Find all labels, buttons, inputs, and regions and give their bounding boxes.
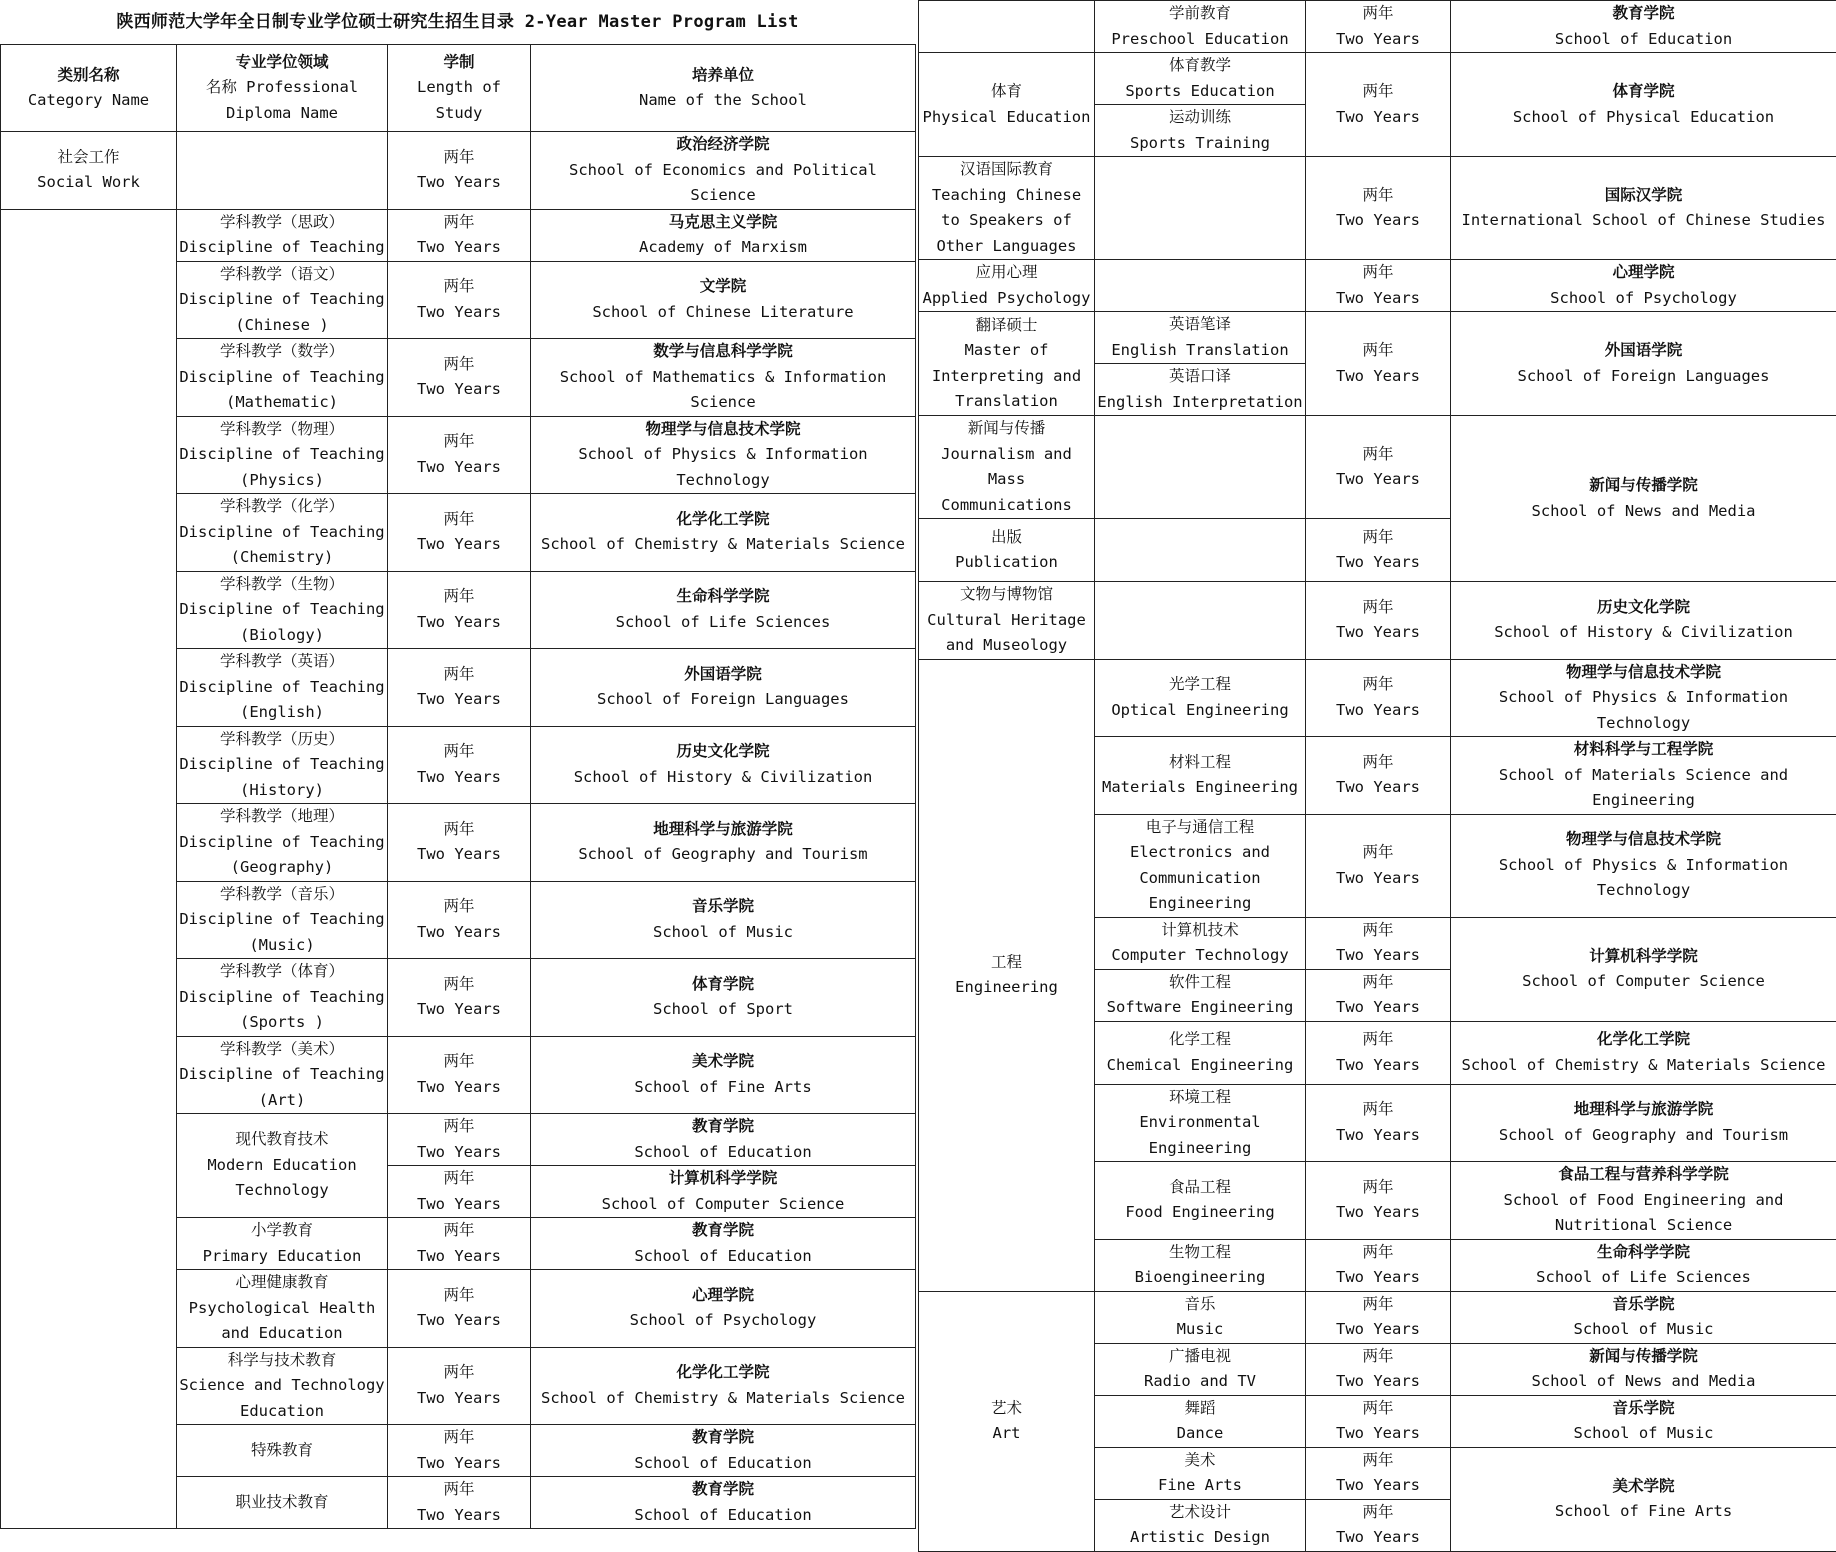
length-cell: 两年 Two Years	[1306, 969, 1451, 1021]
school-cell: 计算机科学学院 School of Computer Science	[531, 1166, 916, 1218]
field-cell: 艺术设计 Artistic Design	[1095, 1499, 1306, 1551]
length-cell: 两年 Two Years	[388, 571, 531, 649]
length-cell: 两年 Two Years	[388, 339, 531, 417]
length-cell: 两年 Two Years	[388, 1166, 531, 1218]
field-cell	[1095, 260, 1306, 312]
field-cell: 学科教学（数学） Discipline of Teaching (Mathematic)	[177, 339, 388, 417]
table-row	[919, 1291, 1836, 1343]
school-cell: 外国语学院 School of Foreign Languages	[1451, 312, 1836, 416]
field-cell: 学科教学（体育） Discipline of Teaching (Sports )	[177, 959, 388, 1037]
length-cell: 两年 Two Years	[388, 494, 531, 572]
field-cell: 广播电视 Radio and TV	[1095, 1343, 1306, 1395]
length-cell: 两年 Two Years	[388, 804, 531, 882]
program-table-right	[918, 0, 1836, 1552]
length-cell: 两年 Two Years	[1306, 1021, 1451, 1084]
school-cell: 外国语学院 School of Foreign Languages	[531, 649, 916, 727]
length-cell: 两年 Two Years	[388, 209, 531, 261]
category-cell: 汉语国际教育 Teaching Chinese to Speakers of Other Languages	[919, 157, 1095, 260]
header-category: 类别名称 Category Name	[1, 45, 177, 132]
length-cell: 两年 Two Years	[1306, 312, 1451, 416]
length-cell: 两年 Two Years	[388, 1347, 531, 1425]
field-cell: 学科教学（化学） Discipline of Teaching (Chemistry)	[177, 494, 388, 572]
length-cell: 两年 Two Years	[1306, 582, 1451, 660]
field-cell: 化学工程 Chemical Engineering	[1095, 1021, 1306, 1084]
field-cell: 学前教育 Preschool Education	[1095, 1, 1306, 53]
category-cell: 体育 Physical Education	[919, 53, 1095, 157]
length-cell: 两年 Two Years	[388, 132, 531, 210]
length-cell: 两年 Two Years	[1306, 519, 1451, 582]
table-row	[1, 132, 916, 210]
field-cell: 特殊教育	[177, 1425, 388, 1477]
field-cell: 现代教育技术 Modern Education Technology	[177, 1114, 388, 1218]
table-row	[919, 1, 1836, 53]
school-cell: 计算机科学学院 School of Computer Science	[1451, 917, 1836, 1021]
school-cell: 新闻与传播学院 School of News and Media	[1451, 1343, 1836, 1395]
length-cell: 两年 Two Years	[388, 881, 531, 959]
school-cell: 生命科学学院 School of Life Sciences	[531, 571, 916, 649]
field-cell: 学科教学（语文） Discipline of Teaching (Chinese )	[177, 261, 388, 339]
category-cell	[1, 209, 177, 1529]
length-cell: 两年 Two Years	[1306, 1499, 1451, 1551]
header-field: 专业学位领域 名称 Professional Diploma Name	[177, 45, 388, 132]
page-title: 陕西师范大学年全日制专业学位硕士研究生招生目录 2-Year Master Program List	[0, 0, 915, 44]
right-panel	[918, 0, 1836, 1552]
field-cell	[1095, 519, 1306, 582]
header-length: 学制 Length of Study	[388, 45, 531, 132]
length-cell: 两年 Two Years	[1306, 260, 1451, 312]
field-cell: 运动训练 Sports Training	[1095, 105, 1306, 157]
school-cell: 体育学院 School of Sport	[531, 959, 916, 1037]
field-cell: 学科教学（生物） Discipline of Teaching (Biology)	[177, 571, 388, 649]
program-table-left	[0, 44, 916, 1529]
school-cell: 新闻与传播学院 School of News and Media	[1451, 416, 1836, 582]
field-cell: 学科教学（地理） Discipline of Teaching (Geography)	[177, 804, 388, 882]
field-cell	[1095, 582, 1306, 660]
field-cell: 科学与技术教育 Science and Technology Education	[177, 1347, 388, 1425]
school-cell: 材料科学与工程学院 School of Materials Science and Engineering	[1451, 737, 1836, 815]
school-cell: 食品工程与营养科学学院 School of Food Engineering and Nutritional Science	[1451, 1162, 1836, 1240]
length-cell: 两年 Two Years	[388, 649, 531, 727]
table-row	[919, 157, 1836, 260]
school-cell: 音乐学院 School of Music	[1451, 1395, 1836, 1447]
field-cell: 学科教学（物理） Discipline of Teaching (Physics)	[177, 416, 388, 494]
length-cell: 两年 Two Years	[388, 1036, 531, 1114]
length-cell: 两年 Two Years	[1306, 659, 1451, 737]
school-cell: 历史文化学院 School of History & Civilization	[1451, 582, 1836, 660]
field-cell: 生物工程 Bioengineering	[1095, 1239, 1306, 1291]
category-cell: 文物与博物馆 Cultural Heritage and Museology	[919, 582, 1095, 660]
school-cell: 心理学院 School of Psychology	[531, 1270, 916, 1348]
field-cell: 舞蹈 Dance	[1095, 1395, 1306, 1447]
school-cell: 物理学与信息技术学院 School of Physics & Information Technology	[1451, 659, 1836, 737]
school-cell: 心理学院 School of Psychology	[1451, 260, 1836, 312]
field-cell: 食品工程 Food Engineering	[1095, 1162, 1306, 1240]
table-row	[919, 260, 1836, 312]
length-cell: 两年 Two Years	[1306, 1343, 1451, 1395]
school-cell: 音乐学院 School of Music	[531, 881, 916, 959]
field-cell: 英语口译 English Interpretation	[1095, 364, 1306, 416]
length-cell: 两年 Two Years	[1306, 1084, 1451, 1162]
field-cell	[1095, 416, 1306, 519]
length-cell: 两年 Two Years	[1306, 917, 1451, 969]
length-cell: 两年 Two Years	[1306, 1, 1451, 53]
category-cell: 新闻与传播 Journalism and Mass Communications	[919, 416, 1095, 519]
field-cell: 英语笔译 English Translation	[1095, 312, 1306, 364]
field-cell: 体育教学 Sports Education	[1095, 53, 1306, 105]
school-cell: 数学与信息科学学院 School of Mathematics & Information Science	[531, 339, 916, 417]
length-cell: 两年 Two Years	[1306, 1395, 1451, 1447]
left-panel	[0, 0, 915, 1529]
school-cell: 文学院 School of Chinese Literature	[531, 261, 916, 339]
field-cell: 学科教学（美术） Discipline of Teaching (Art)	[177, 1036, 388, 1114]
field-cell: 学科教学（英语） Discipline of Teaching (English)	[177, 649, 388, 727]
school-cell: 教育学院 School of Education	[531, 1114, 916, 1166]
length-cell: 两年 Two Years	[388, 726, 531, 804]
field-cell: 心理健康教育 Psychological Health and Education	[177, 1270, 388, 1348]
length-cell: 两年 Two Years	[1306, 1162, 1451, 1240]
length-cell: 两年 Two Years	[388, 1477, 531, 1529]
length-cell: 两年 Two Years	[388, 959, 531, 1037]
length-cell: 两年 Two Years	[388, 1270, 531, 1348]
table-row	[1, 209, 916, 261]
field-cell: 音乐 Music	[1095, 1291, 1306, 1343]
category-cell: 工程 Engineering	[919, 659, 1095, 1291]
school-cell: 马克思主义学院 Academy of Marxism	[531, 209, 916, 261]
category-cell	[919, 1, 1095, 53]
school-cell: 生命科学学院 School of Life Sciences	[1451, 1239, 1836, 1291]
school-cell: 教育学院 School of Education	[531, 1477, 916, 1529]
field-cell: 职业技术教育	[177, 1477, 388, 1529]
length-cell: 两年 Two Years	[1306, 416, 1451, 519]
school-cell: 地理科学与旅游学院 School of Geography and Tourism	[1451, 1084, 1836, 1162]
length-cell: 两年 Two Years	[388, 1425, 531, 1477]
school-cell: 体育学院 School of Physical Education	[1451, 53, 1836, 157]
category-cell: 翻译硕士 Master of Interpreting and Translation	[919, 312, 1095, 416]
school-cell: 美术学院 School of Fine Arts	[531, 1036, 916, 1114]
field-cell: 软件工程 Software Engineering	[1095, 969, 1306, 1021]
length-cell: 两年 Two Years	[388, 1114, 531, 1166]
category-cell: 出版 Publication	[919, 519, 1095, 582]
school-cell: 地理科学与旅游学院 School of Geography and Tourism	[531, 804, 916, 882]
school-cell: 化学化工学院 School of Chemistry & Materials Science	[531, 1347, 916, 1425]
field-cell	[177, 132, 388, 210]
school-cell: 物理学与信息技术学院 School of Physics & Information Technology	[1451, 814, 1836, 917]
length-cell: 两年 Two Years	[1306, 737, 1451, 815]
length-cell: 两年 Two Years	[1306, 157, 1451, 260]
field-cell: 小学教育 Primary Education	[177, 1218, 388, 1270]
field-cell: 材料工程 Materials Engineering	[1095, 737, 1306, 815]
field-cell: 学科教学（音乐） Discipline of Teaching (Music)	[177, 881, 388, 959]
length-cell: 两年 Two Years	[1306, 1291, 1451, 1343]
school-cell: 政治经济学院 School of Economics and Political Science	[531, 132, 916, 210]
field-cell: 电子与通信工程 Electronics and Communication Engineering	[1095, 814, 1306, 917]
length-cell: 两年 Two Years	[1306, 1447, 1451, 1499]
table-row	[919, 582, 1836, 660]
length-cell: 两年 Two Years	[388, 261, 531, 339]
school-cell: 教育学院 School of Education	[1451, 1, 1836, 53]
school-cell: 化学化工学院 School of Chemistry & Materials Science	[1451, 1021, 1836, 1084]
field-cell: 学科教学（思政） Discipline of Teaching	[177, 209, 388, 261]
school-cell: 教育学院 School of Education	[531, 1218, 916, 1270]
length-cell: 两年 Two Years	[1306, 1239, 1451, 1291]
school-cell: 音乐学院 School of Music	[1451, 1291, 1836, 1343]
field-cell: 计算机技术 Computer Technology	[1095, 917, 1306, 969]
length-cell: 两年 Two Years	[388, 1218, 531, 1270]
category-cell: 应用心理 Applied Psychology	[919, 260, 1095, 312]
length-cell: 两年 Two Years	[388, 416, 531, 494]
field-cell: 光学工程 Optical Engineering	[1095, 659, 1306, 737]
school-cell: 历史文化学院 School of History & Civilization	[531, 726, 916, 804]
length-cell: 两年 Two Years	[1306, 814, 1451, 917]
table-row	[919, 659, 1836, 737]
field-cell: 美术 Fine Arts	[1095, 1447, 1306, 1499]
field-cell: 环境工程 Environmental Engineering	[1095, 1084, 1306, 1162]
school-cell: 化学化工学院 School of Chemistry & Materials Science	[531, 494, 916, 572]
category-cell: 艺术 Art	[919, 1291, 1095, 1551]
table-row	[919, 53, 1836, 105]
field-cell	[1095, 157, 1306, 260]
school-cell: 国际汉学院 International School of Chinese Studies	[1451, 157, 1836, 260]
length-cell: 两年 Two Years	[1306, 53, 1451, 157]
category-cell: 社会工作 Social Work	[1, 132, 177, 210]
school-cell: 教育学院 School of Education	[531, 1425, 916, 1477]
field-cell: 学科教学（历史） Discipline of Teaching (History)	[177, 726, 388, 804]
table-row	[919, 312, 1836, 364]
table-row	[919, 416, 1836, 519]
header-school: 培养单位 Name of the School	[531, 45, 916, 132]
school-cell: 美术学院 School of Fine Arts	[1451, 1447, 1836, 1551]
header-row	[1, 45, 916, 132]
school-cell: 物理学与信息技术学院 School of Physics & Information Technology	[531, 416, 916, 494]
